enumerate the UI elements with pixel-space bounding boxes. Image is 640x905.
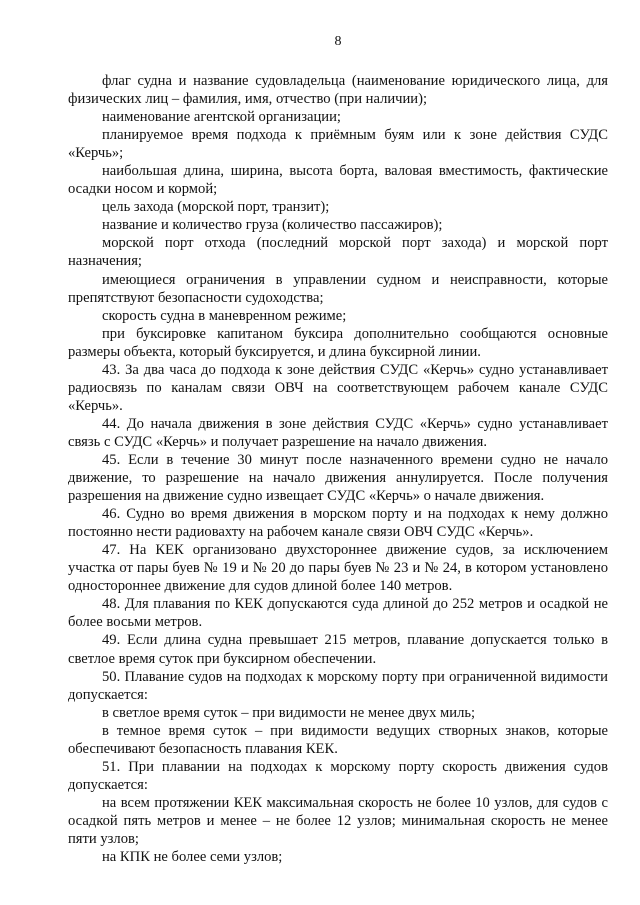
paragraph: морской порт отхода (последний морской порт захода) и морской порт назначения; bbox=[68, 235, 608, 270]
paragraph: флаг судна и название судовладельца (наименование юридического лица, для физических лиц – фамилия, имя, отчество (при наличии); bbox=[68, 73, 608, 108]
paragraph: в светлое время суток – при видимости не менее двух миль; bbox=[102, 704, 476, 721]
page-number: 8 bbox=[334, 34, 342, 49]
paragraph: при буксировке капитаном буксира дополнительно сообщаются основные размеры объекта, который буксируется, и длина буксирной линии. bbox=[68, 325, 608, 360]
paragraph: наименование агентской организации; bbox=[102, 109, 341, 126]
paragraph: на КПК не более семи узлов; bbox=[102, 849, 283, 866]
paragraph: цель захода (морской порт, транзит); bbox=[102, 199, 330, 216]
paragraph-45: 45. Если в течение 30 минут после назначенного времени судно не начало движение, то разрешение на начало движения аннулируется. После получения разрешения на движение судно извещает СУДС «Керчь» о начале движения. bbox=[68, 451, 608, 505]
paragraph-44: 44. До начала движения в зоне действия СУДС «Керчь» судно устанавливает связь с СУДС «Керчь» и получает разрешение на начало движения. bbox=[68, 415, 608, 450]
paragraph: название и количество груза (количество пассажиров); bbox=[102, 217, 443, 234]
paragraph: скорость судна в маневренном режиме; bbox=[102, 307, 347, 324]
paragraph-48: 48. Для плавания по КЕК допускаются суда длиной до 252 метров и осадкой не более восьми метров. bbox=[68, 596, 608, 631]
document-body bbox=[68, 72, 608, 866]
paragraph: наибольшая длина, ширина, высота борта, валовая вместимость, фактические осадки носом и кормой; bbox=[68, 163, 608, 198]
paragraph-43: 43. За два часа до подхода к зоне действия СУДС «Керчь» судно устанавливает радиосвязь по каналам связи ОВЧ на соответствующем рабочем канале СУДС «Керчь». bbox=[68, 361, 608, 414]
paragraph: в темное время суток – при видимости ведущих створных знаков, которые обеспечивают безопасность плавания КЕК. bbox=[68, 722, 608, 757]
paragraph-46: 46. Судно во время движения в морском порту и на подходах к нему должно постоянно нести радиовахту на рабочем канале связи ОВЧ СУДС «Керчь». bbox=[68, 506, 608, 541]
paragraph: планируемое время подхода к приёмным буям или к зоне действия СУДС «Керчь»; bbox=[68, 127, 608, 162]
paragraph-47: 47. На КЕК организовано двухстороннее движение судов, за исключением участка от пары буев № 19 и № 20 до пары буев № 23 и № 24, в котором установлено одностороннее движение для судов длиной более 140 метров. bbox=[68, 542, 608, 595]
paragraph-51: 51. При плавании на подходах к морскому порту скорость движения судов допускается: bbox=[68, 758, 608, 793]
paragraph-50: 50. Плавание судов на подходах к морскому порту при ограниченной видимости допускается: bbox=[68, 668, 608, 703]
paragraph: имеющиеся ограничения в управлении судном и неисправности, которые препятствуют безопасности судоходства; bbox=[68, 271, 608, 306]
paragraph-49: 49. Если длина судна превышает 215 метров, плавание допускается только в светлое время суток при буксирном обеспечении. bbox=[68, 632, 608, 667]
paragraph: на всем протяжении КЕК максимальная скорость не более 10 узлов, для судов с осадкой пять метров и менее – не более 12 узлов; минимальная скорость не менее пяти узлов; bbox=[68, 794, 608, 847]
